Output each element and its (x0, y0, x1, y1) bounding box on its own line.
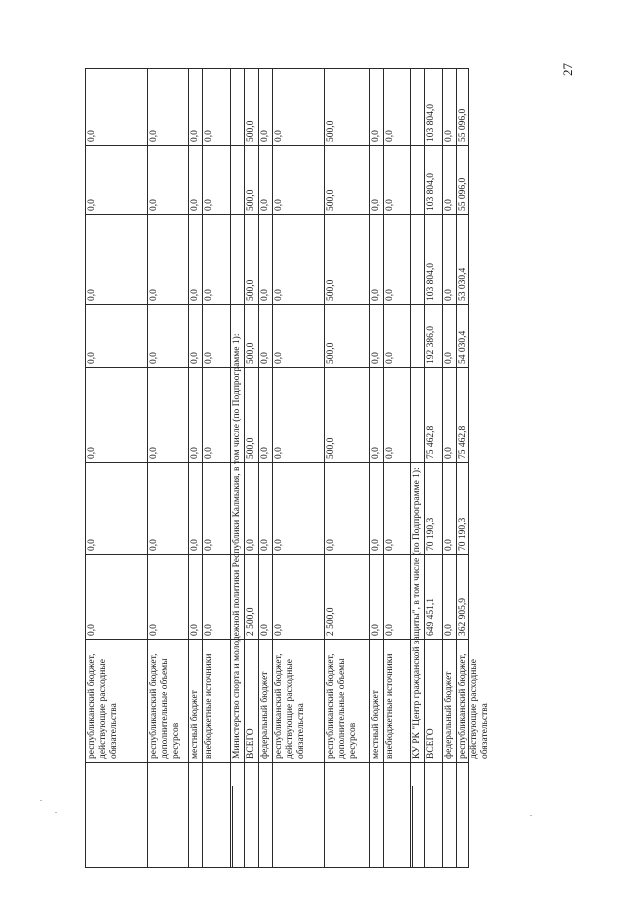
value-cell: 0,0 (149, 199, 159, 211)
value-cell: 0,0 (87, 289, 97, 301)
value-cell: 0,0 (371, 352, 381, 364)
value-cell: 0,0 (204, 199, 214, 211)
section-header-ministry: Министерство спорта и молодежной политики Республики Калмыкия, в том числе (по Подпрограмме 1): (232, 333, 242, 759)
value-cell: 500,0 (246, 342, 256, 364)
value-cell: 0,0 (87, 130, 97, 142)
row-label: ВСЕГО (426, 728, 436, 759)
value-cell: 0,0 (371, 539, 381, 551)
column-divider (85, 304, 469, 305)
value-cell: 0,0 (190, 130, 200, 142)
value-cell: 0,0 (274, 199, 284, 211)
value-cell: 0,0 (385, 624, 395, 636)
value-cell: 362 905,9 (458, 598, 468, 636)
row-label: внебюджетные источники (385, 653, 395, 759)
row-label: внебюджетные источники (204, 653, 214, 759)
value-cell: 0,0 (444, 199, 454, 211)
value-cell: 0,0 (444, 539, 454, 551)
row-divider (232, 786, 233, 868)
column-divider (85, 367, 469, 368)
value-cell: 0,0 (444, 289, 454, 301)
value-cell: 0,0 (371, 447, 381, 459)
value-cell: 0,0 (274, 447, 284, 459)
value-cell: 500,0 (246, 437, 256, 459)
value-cell: 0,0 (385, 289, 395, 301)
scan-speck (55, 812, 57, 813)
value-cell: 649 451,1 (426, 598, 436, 636)
value-cell: 0,0 (190, 447, 200, 459)
row-divider (369, 68, 370, 868)
value-cell: 75 462,8 (426, 425, 436, 459)
value-cell: 0,0 (87, 352, 97, 364)
value-cell: 103 804,0 (426, 104, 436, 142)
row-divider (412, 786, 413, 868)
value-cell: 0,0 (274, 130, 284, 142)
scan-speck (530, 815, 532, 816)
page-number: 27 (560, 63, 575, 76)
row-divider (272, 68, 273, 868)
row-label: ВСЕГО (246, 728, 256, 759)
value-cell: 0,0 (260, 624, 270, 636)
value-cell: 0,0 (204, 624, 214, 636)
value-cell: 0,0 (149, 447, 159, 459)
value-cell: 0,0 (260, 352, 270, 364)
row-divider (424, 68, 425, 868)
value-cell: 192 386,0 (426, 326, 436, 364)
value-cell: 103 804,0 (426, 173, 436, 211)
value-cell: 0,0 (371, 199, 381, 211)
value-cell: 55 096,0 (458, 177, 468, 211)
value-cell: 0,0 (149, 130, 159, 142)
value-cell: 0,0 (204, 447, 214, 459)
value-cell: 0,0 (260, 130, 270, 142)
row-divider (230, 68, 231, 868)
value-cell: 0,0 (149, 289, 159, 301)
row-divider (258, 68, 259, 868)
value-cell: 0,0 (204, 289, 214, 301)
value-cell: 0,0 (190, 289, 200, 301)
value-cell: 54 030,4 (458, 330, 468, 364)
value-cell: 0,0 (149, 352, 159, 364)
value-cell: 0,0 (204, 352, 214, 364)
value-cell: 500,0 (326, 120, 336, 142)
value-cell: 0,0 (385, 130, 395, 142)
value-cell: 0,0 (260, 447, 270, 459)
value-cell: 0,0 (190, 352, 200, 364)
row-label: республиканский бюджет, действующие расходные обязательства (87, 653, 119, 759)
column-divider (85, 762, 469, 763)
value-cell: 500,0 (326, 189, 336, 211)
row-divider (456, 68, 457, 868)
value-cell: 0,0 (326, 539, 336, 551)
row-divider (410, 68, 411, 868)
value-cell: 0,0 (274, 352, 284, 364)
value-cell: 2 500,0 (326, 607, 336, 636)
value-cell: 0,0 (87, 447, 97, 459)
value-cell: 103 804,0 (426, 263, 436, 301)
value-cell: 0,0 (190, 624, 200, 636)
row-divider (147, 68, 148, 868)
value-cell: 0,0 (190, 199, 200, 211)
row-label: республиканский бюджет, дополнительные объемы ресурсов (149, 653, 181, 759)
value-cell: 500,0 (326, 342, 336, 364)
value-cell: 0,0 (371, 289, 381, 301)
value-cell: 0,0 (87, 624, 97, 636)
row-divider (188, 68, 189, 868)
value-cell: 0,0 (444, 447, 454, 459)
value-cell: 500,0 (246, 279, 256, 301)
value-cell: 0,0 (444, 130, 454, 142)
value-cell: 75 462,8 (458, 425, 468, 459)
scan-speck (40, 800, 42, 801)
value-cell: 0,0 (385, 352, 395, 364)
row-divider (244, 68, 245, 868)
row-divider (324, 68, 325, 868)
row-label: республиканский бюджет, дополнительные объемы ресурсов (326, 653, 358, 759)
value-cell: 0,0 (260, 539, 270, 551)
row-label: местный бюджет (371, 690, 381, 759)
value-cell: 0,0 (149, 539, 159, 551)
value-cell: 0,0 (149, 624, 159, 636)
section-header-civil-defense: КУ РК "Центр гражданской защиты", в том числе (по Подпрограмме 1): (412, 467, 422, 759)
value-cell: 0,0 (444, 624, 454, 636)
value-cell: 0,0 (87, 199, 97, 211)
row-divider (202, 68, 203, 868)
column-divider (85, 145, 469, 146)
column-divider (85, 214, 469, 215)
value-cell: 0,0 (190, 539, 200, 551)
value-cell: 0,0 (260, 289, 270, 301)
value-cell: 0,0 (274, 624, 284, 636)
value-cell: 0,0 (260, 199, 270, 211)
value-cell: 0,0 (274, 539, 284, 551)
value-cell: 0,0 (371, 624, 381, 636)
value-cell: 0,0 (204, 539, 214, 551)
value-cell: 500,0 (326, 279, 336, 301)
row-label: федеральный бюджет (260, 671, 270, 759)
value-cell: 70 190,3 (426, 517, 436, 551)
value-cell: 0,0 (246, 539, 256, 551)
value-cell: 70 190,3 (458, 517, 468, 551)
value-cell: 500,0 (246, 189, 256, 211)
value-cell: 500,0 (326, 437, 336, 459)
row-divider (383, 68, 384, 868)
column-divider (85, 462, 469, 463)
budget-table (85, 68, 490, 868)
value-cell: 0,0 (385, 539, 395, 551)
row-divider (442, 68, 443, 868)
value-cell: 0,0 (371, 130, 381, 142)
value-cell: 0,0 (385, 447, 395, 459)
value-cell: 55 096,0 (458, 108, 468, 142)
value-cell: 0,0 (444, 352, 454, 364)
value-cell: 53 030,4 (458, 267, 468, 301)
value-cell: 2 500,0 (246, 607, 256, 636)
value-cell: 0,0 (204, 130, 214, 142)
value-cell: 0,0 (87, 539, 97, 551)
row-label: местный бюджет (190, 690, 200, 759)
row-label: республиканский бюджет, действующие расходные обязательства (274, 653, 306, 759)
value-cell: 0,0 (274, 289, 284, 301)
value-cell: 500,0 (246, 120, 256, 142)
row-label: федеральный бюджет (444, 671, 454, 759)
row-label: республиканский бюджет, действующие расходные обязательства (458, 653, 490, 759)
value-cell: 0,0 (385, 199, 395, 211)
